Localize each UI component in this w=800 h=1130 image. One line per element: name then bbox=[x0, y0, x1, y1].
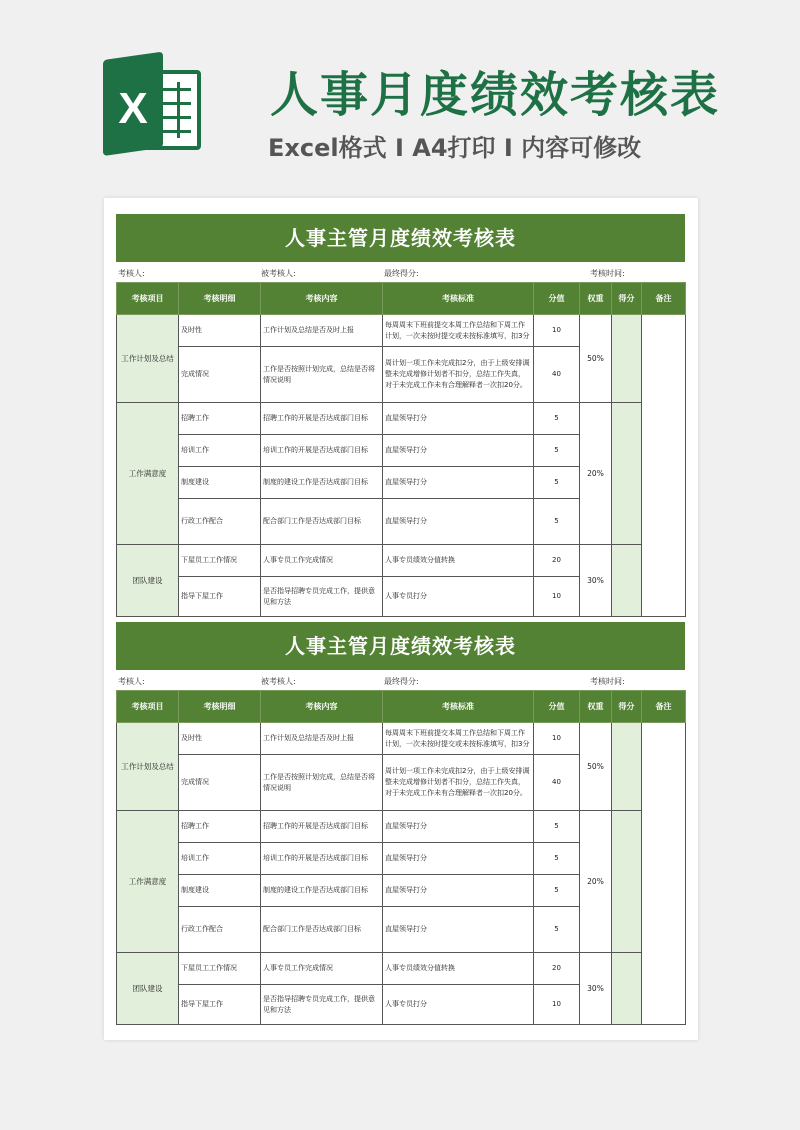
group-name: 工作计划及总结 bbox=[117, 315, 179, 403]
standard-cell[interactable]: 直屋领导打分 bbox=[383, 467, 534, 499]
standard-cell[interactable]: 人事专员绩效分值转换 bbox=[383, 545, 534, 577]
standard-cell[interactable]: 直屋领导打分 bbox=[383, 875, 534, 907]
detail-cell[interactable]: 培训工作 bbox=[179, 435, 261, 467]
score-value-cell[interactable]: 20 bbox=[534, 953, 580, 985]
group-name: 团队建设 bbox=[117, 953, 179, 1025]
group-name: 工作满意度 bbox=[117, 403, 179, 545]
col-header: 考核项目 bbox=[117, 691, 179, 723]
detail-cell[interactable]: 完成情况 bbox=[179, 755, 261, 811]
score-value-cell[interactable]: 5 bbox=[534, 811, 580, 843]
score-value-cell[interactable]: 5 bbox=[534, 907, 580, 953]
table-row bbox=[117, 545, 686, 577]
logo-letter: X bbox=[118, 84, 148, 133]
score-value-cell[interactable]: 40 bbox=[534, 755, 580, 811]
detail-cell[interactable]: 培训工作 bbox=[179, 843, 261, 875]
col-header: 考核标准 bbox=[383, 283, 534, 315]
standard-cell[interactable]: 周计划一项工作未完成扣2分，由于上级安排调整未完成增修计划者不扣分，总结工作失真，对于未完成工作未有合理解释者一次扣20分。 bbox=[383, 347, 534, 403]
col-header: 得分 bbox=[612, 283, 642, 315]
form-title: 人事主管月度绩效考核表 bbox=[116, 214, 685, 262]
content-cell[interactable]: 工作是否按照计划完成，总结是否将情况说明 bbox=[261, 347, 383, 403]
excel-logo-icon bbox=[103, 60, 203, 156]
content-cell[interactable]: 制度的建设工作是否达成部门目标 bbox=[261, 875, 383, 907]
evaluation-table bbox=[116, 282, 686, 617]
detail-cell[interactable]: 招聘工作 bbox=[179, 403, 261, 435]
standard-cell[interactable]: 直屋领导打分 bbox=[383, 811, 534, 843]
col-header: 考核明细 bbox=[179, 691, 261, 723]
weight-cell[interactable]: 50% bbox=[580, 723, 612, 811]
final-score-label: 最终得分: bbox=[384, 269, 419, 278]
assessee-label: 被考核人: bbox=[261, 677, 296, 686]
col-header: 考核项目 bbox=[117, 283, 179, 315]
col-header: 备注 bbox=[642, 691, 686, 723]
final-score-label: 最终得分: bbox=[384, 677, 419, 686]
score-value-cell[interactable]: 5 bbox=[534, 843, 580, 875]
weight-cell[interactable]: 50% bbox=[580, 315, 612, 403]
standard-cell[interactable]: 人事专员打分 bbox=[383, 577, 534, 617]
score-value-cell[interactable]: 20 bbox=[534, 545, 580, 577]
document-paper bbox=[104, 198, 698, 1040]
weight-cell[interactable]: 30% bbox=[580, 545, 612, 617]
score-input-cell[interactable] bbox=[612, 545, 642, 617]
table-row bbox=[117, 403, 686, 435]
content-cell[interactable]: 工作是否按照计划完成，总结是否将情况说明 bbox=[261, 755, 383, 811]
score-value-cell[interactable]: 10 bbox=[534, 985, 580, 1025]
content-cell[interactable]: 配合部门工作是否达成部门目标 bbox=[261, 907, 383, 953]
remarks-cell[interactable] bbox=[642, 315, 686, 617]
col-header: 备注 bbox=[642, 283, 686, 315]
remarks-cell[interactable] bbox=[642, 723, 686, 1025]
content-cell[interactable]: 招聘工作的开展是否达成部门目标 bbox=[261, 811, 383, 843]
score-value-cell[interactable]: 5 bbox=[534, 403, 580, 435]
form-meta bbox=[116, 670, 685, 690]
score-input-cell[interactable] bbox=[612, 811, 642, 953]
table-header-row bbox=[117, 283, 686, 315]
group-name: 团队建设 bbox=[117, 545, 179, 617]
standard-cell[interactable]: 人事专员绩效分值转换 bbox=[383, 953, 534, 985]
table-row bbox=[117, 723, 686, 755]
score-input-cell[interactable] bbox=[612, 953, 642, 1025]
date-label: 考核时间: bbox=[590, 269, 625, 278]
content-cell[interactable]: 配合部门工作是否达成部门目标 bbox=[261, 499, 383, 545]
content-cell[interactable]: 工作计划及总结是否及时上报 bbox=[261, 315, 383, 347]
detail-cell[interactable]: 行政工作配合 bbox=[179, 907, 261, 953]
col-header: 权重 bbox=[580, 283, 612, 315]
col-header: 得分 bbox=[612, 691, 642, 723]
assessor-label: 考核人: bbox=[118, 269, 145, 278]
table-header-row bbox=[117, 691, 686, 723]
page-subtitle: Excel格式 I A4打印 I 内容可修改 bbox=[268, 134, 642, 162]
score-value-cell[interactable]: 10 bbox=[534, 723, 580, 755]
col-header: 权重 bbox=[580, 691, 612, 723]
assessee-label: 被考核人: bbox=[261, 269, 296, 278]
standard-cell[interactable]: 直屋领导打分 bbox=[383, 435, 534, 467]
score-value-cell[interactable]: 5 bbox=[534, 467, 580, 499]
table-row bbox=[117, 953, 686, 985]
content-cell[interactable]: 工作计划及总结是否及时上报 bbox=[261, 723, 383, 755]
content-cell[interactable]: 制度的建设工作是否达成部门目标 bbox=[261, 467, 383, 499]
col-header: 分值 bbox=[534, 691, 580, 723]
group-name: 工作计划及总结 bbox=[117, 723, 179, 811]
standard-cell[interactable]: 直屋领导打分 bbox=[383, 499, 534, 545]
detail-cell[interactable]: 及时性 bbox=[179, 723, 261, 755]
col-header: 考核明细 bbox=[179, 283, 261, 315]
detail-cell[interactable]: 及时性 bbox=[179, 315, 261, 347]
table-row bbox=[117, 315, 686, 347]
standard-cell[interactable]: 直屋领导打分 bbox=[383, 403, 534, 435]
form-title: 人事主管月度绩效考核表 bbox=[116, 622, 685, 670]
detail-cell[interactable]: 下屋员工工作情况 bbox=[179, 953, 261, 985]
score-value-cell[interactable]: 10 bbox=[534, 577, 580, 617]
col-header: 考核内容 bbox=[261, 283, 383, 315]
detail-cell[interactable]: 指导下屋工作 bbox=[179, 577, 261, 617]
detail-cell[interactable]: 完成情况 bbox=[179, 347, 261, 403]
content-cell[interactable]: 是否指导招聘专员完成工作，提供意见和方法 bbox=[261, 577, 383, 617]
assessor-label: 考核人: bbox=[118, 677, 145, 686]
score-value-cell[interactable]: 5 bbox=[534, 875, 580, 907]
page-title: 人事月度绩效考核表 bbox=[270, 67, 721, 123]
score-value-cell[interactable]: 5 bbox=[534, 435, 580, 467]
score-input-cell[interactable] bbox=[612, 723, 642, 811]
content-cell[interactable]: 人事专员工作完成情况 bbox=[261, 545, 383, 577]
col-header: 考核标准 bbox=[383, 691, 534, 723]
col-header: 考核内容 bbox=[261, 691, 383, 723]
score-value-cell[interactable]: 40 bbox=[534, 347, 580, 403]
evaluation-form-2 bbox=[116, 622, 685, 1025]
content-cell[interactable]: 人事专员工作完成情况 bbox=[261, 953, 383, 985]
score-input-cell[interactable] bbox=[612, 315, 642, 403]
col-header: 分值 bbox=[534, 283, 580, 315]
detail-cell[interactable]: 制度建设 bbox=[179, 467, 261, 499]
header bbox=[0, 0, 800, 190]
evaluation-table bbox=[116, 690, 686, 1025]
score-value-cell[interactable]: 10 bbox=[534, 315, 580, 347]
weight-cell[interactable]: 30% bbox=[580, 953, 612, 1025]
standard-cell[interactable]: 直屋领导打分 bbox=[383, 843, 534, 875]
content-cell[interactable]: 招聘工作的开展是否达成部门目标 bbox=[261, 403, 383, 435]
detail-cell[interactable]: 指导下屋工作 bbox=[179, 985, 261, 1025]
score-value-cell[interactable]: 5 bbox=[534, 499, 580, 545]
detail-cell[interactable]: 制度建设 bbox=[179, 875, 261, 907]
evaluation-form-1 bbox=[116, 214, 685, 617]
content-cell[interactable]: 是否指导招聘专员完成工作，提供意见和方法 bbox=[261, 985, 383, 1025]
table-row bbox=[117, 811, 686, 843]
standard-cell[interactable]: 每周周末下班前提交本周工作总结和下周工作计划，一次未按时提交或未按标准填写，扣3分 bbox=[383, 723, 534, 755]
detail-cell[interactable]: 招聘工作 bbox=[179, 811, 261, 843]
content-cell[interactable]: 培训工作的开展是否达成部门目标 bbox=[261, 435, 383, 467]
form-meta bbox=[116, 262, 685, 282]
detail-cell[interactable]: 下屋员工工作情况 bbox=[179, 545, 261, 577]
content-cell[interactable]: 培训工作的开展是否达成部门目标 bbox=[261, 843, 383, 875]
weight-cell[interactable]: 20% bbox=[580, 403, 612, 545]
weight-cell[interactable]: 20% bbox=[580, 811, 612, 953]
standard-cell[interactable]: 直屋领导打分 bbox=[383, 907, 534, 953]
date-label: 考核时间: bbox=[590, 677, 625, 686]
standard-cell[interactable]: 人事专员打分 bbox=[383, 985, 534, 1025]
score-input-cell[interactable] bbox=[612, 403, 642, 545]
standard-cell[interactable]: 周计划一项工作未完成扣2分，由于上级安排调整未完成增修计划者不扣分，总结工作失真，对于未完成工作未有合理解释者一次扣20分。 bbox=[383, 755, 534, 811]
standard-cell[interactable]: 每周周末下班前提交本周工作总结和下周工作计划，一次未按时提交或未按标准填写，扣3分 bbox=[383, 315, 534, 347]
group-name: 工作满意度 bbox=[117, 811, 179, 953]
detail-cell[interactable]: 行政工作配合 bbox=[179, 499, 261, 545]
